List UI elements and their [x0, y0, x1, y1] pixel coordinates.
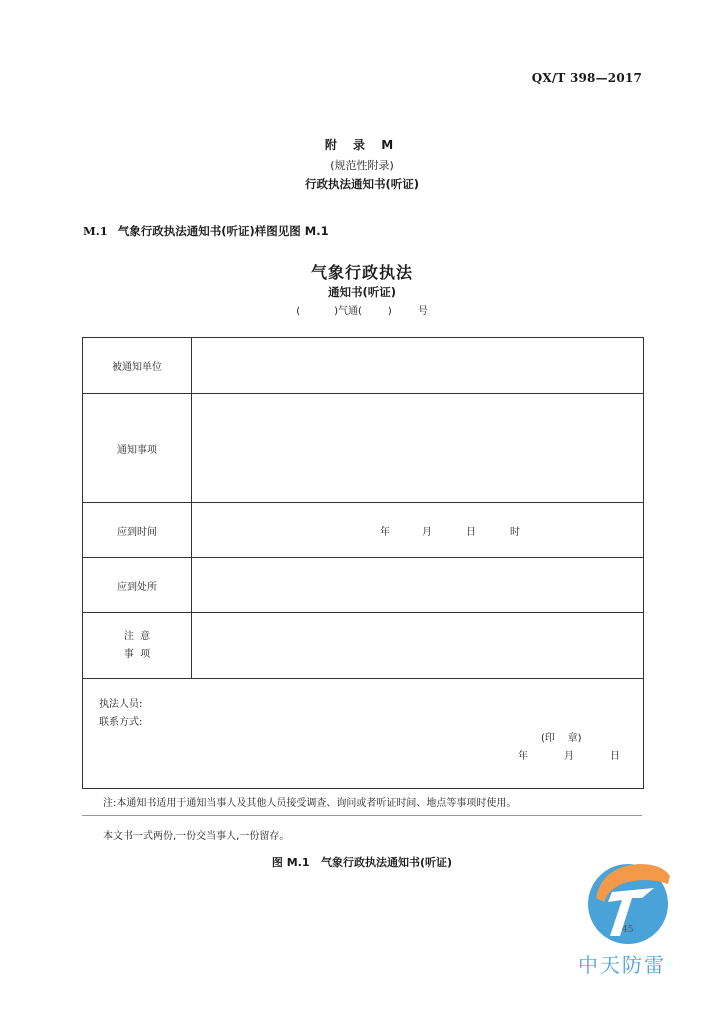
- section-number: M.1: [83, 224, 108, 238]
- sign-date: [518, 747, 620, 762]
- date-year: 年: [518, 751, 528, 762]
- seal-label: (印 章): [541, 733, 582, 744]
- appendix-title: 附 录 M: [324, 138, 400, 152]
- page-number: 45: [622, 925, 634, 935]
- table-row: [83, 679, 644, 789]
- date-day: 日: [610, 751, 620, 762]
- number-mid: )气通(: [334, 306, 362, 317]
- copies-note: 本文书一式两份,一份交当事人,一份留存。: [103, 831, 290, 842]
- number-close: ): [387, 306, 392, 317]
- notice-form-table: [82, 337, 644, 789]
- appendix-name: 行政执法通知书(听证): [304, 177, 419, 191]
- form-title: 气象行政执法: [310, 263, 413, 282]
- time-year: 年: [380, 526, 390, 538]
- section-text: 气象行政执法通知书(听证)样图见图 M.1: [117, 224, 329, 238]
- number-open: (: [296, 306, 301, 317]
- divider: [82, 815, 642, 816]
- table-row: [83, 394, 644, 503]
- time-day: 日: [466, 526, 476, 538]
- signature-cell: [83, 679, 644, 789]
- watermark-text: 中天防雷: [578, 953, 666, 977]
- number-suffix: 号: [417, 306, 428, 317]
- arrival-place-field[interactable]: [192, 558, 644, 613]
- form-number-line: [0, 302, 724, 317]
- figure-caption: 图 M.1 气象行政执法通知书(听证): [271, 856, 453, 869]
- arrival-time-field[interactable]: [192, 503, 644, 558]
- date-month: 月: [564, 751, 574, 762]
- time-month: 月: [422, 526, 432, 538]
- form-subtitle: 通知书(听证): [327, 285, 396, 299]
- section-heading: [83, 223, 329, 239]
- attention-label: [83, 613, 192, 679]
- attention-field[interactable]: [192, 613, 644, 679]
- notified-unit-field[interactable]: [192, 338, 644, 394]
- contact-label: 联系方式:: [99, 717, 143, 728]
- table-row: [83, 338, 644, 394]
- attention-label-line2: 事 项: [123, 648, 151, 660]
- notice-matter-label: 通知事项: [83, 394, 192, 503]
- notice-matter-field[interactable]: [192, 394, 644, 503]
- notified-unit-label: 被通知单位: [83, 338, 192, 394]
- arrival-time-label: 应到时间: [83, 503, 192, 558]
- attention-label-line1: 注 意: [123, 630, 151, 642]
- appendix-type: (规范性附录): [330, 159, 394, 172]
- officer-label: 执法人员:: [99, 699, 143, 710]
- time-hour: 时: [510, 526, 520, 538]
- table-row: [83, 613, 644, 679]
- usage-note: 注:本通知书适用于通知当事人及其他人员接受调查、询问或者听证时间、地点等事项时使用。: [103, 798, 517, 809]
- standard-number: QX/T 398—2017: [531, 71, 642, 85]
- table-row: [83, 503, 644, 558]
- table-row: [83, 558, 644, 613]
- arrival-place-label: 应到处所: [83, 558, 192, 613]
